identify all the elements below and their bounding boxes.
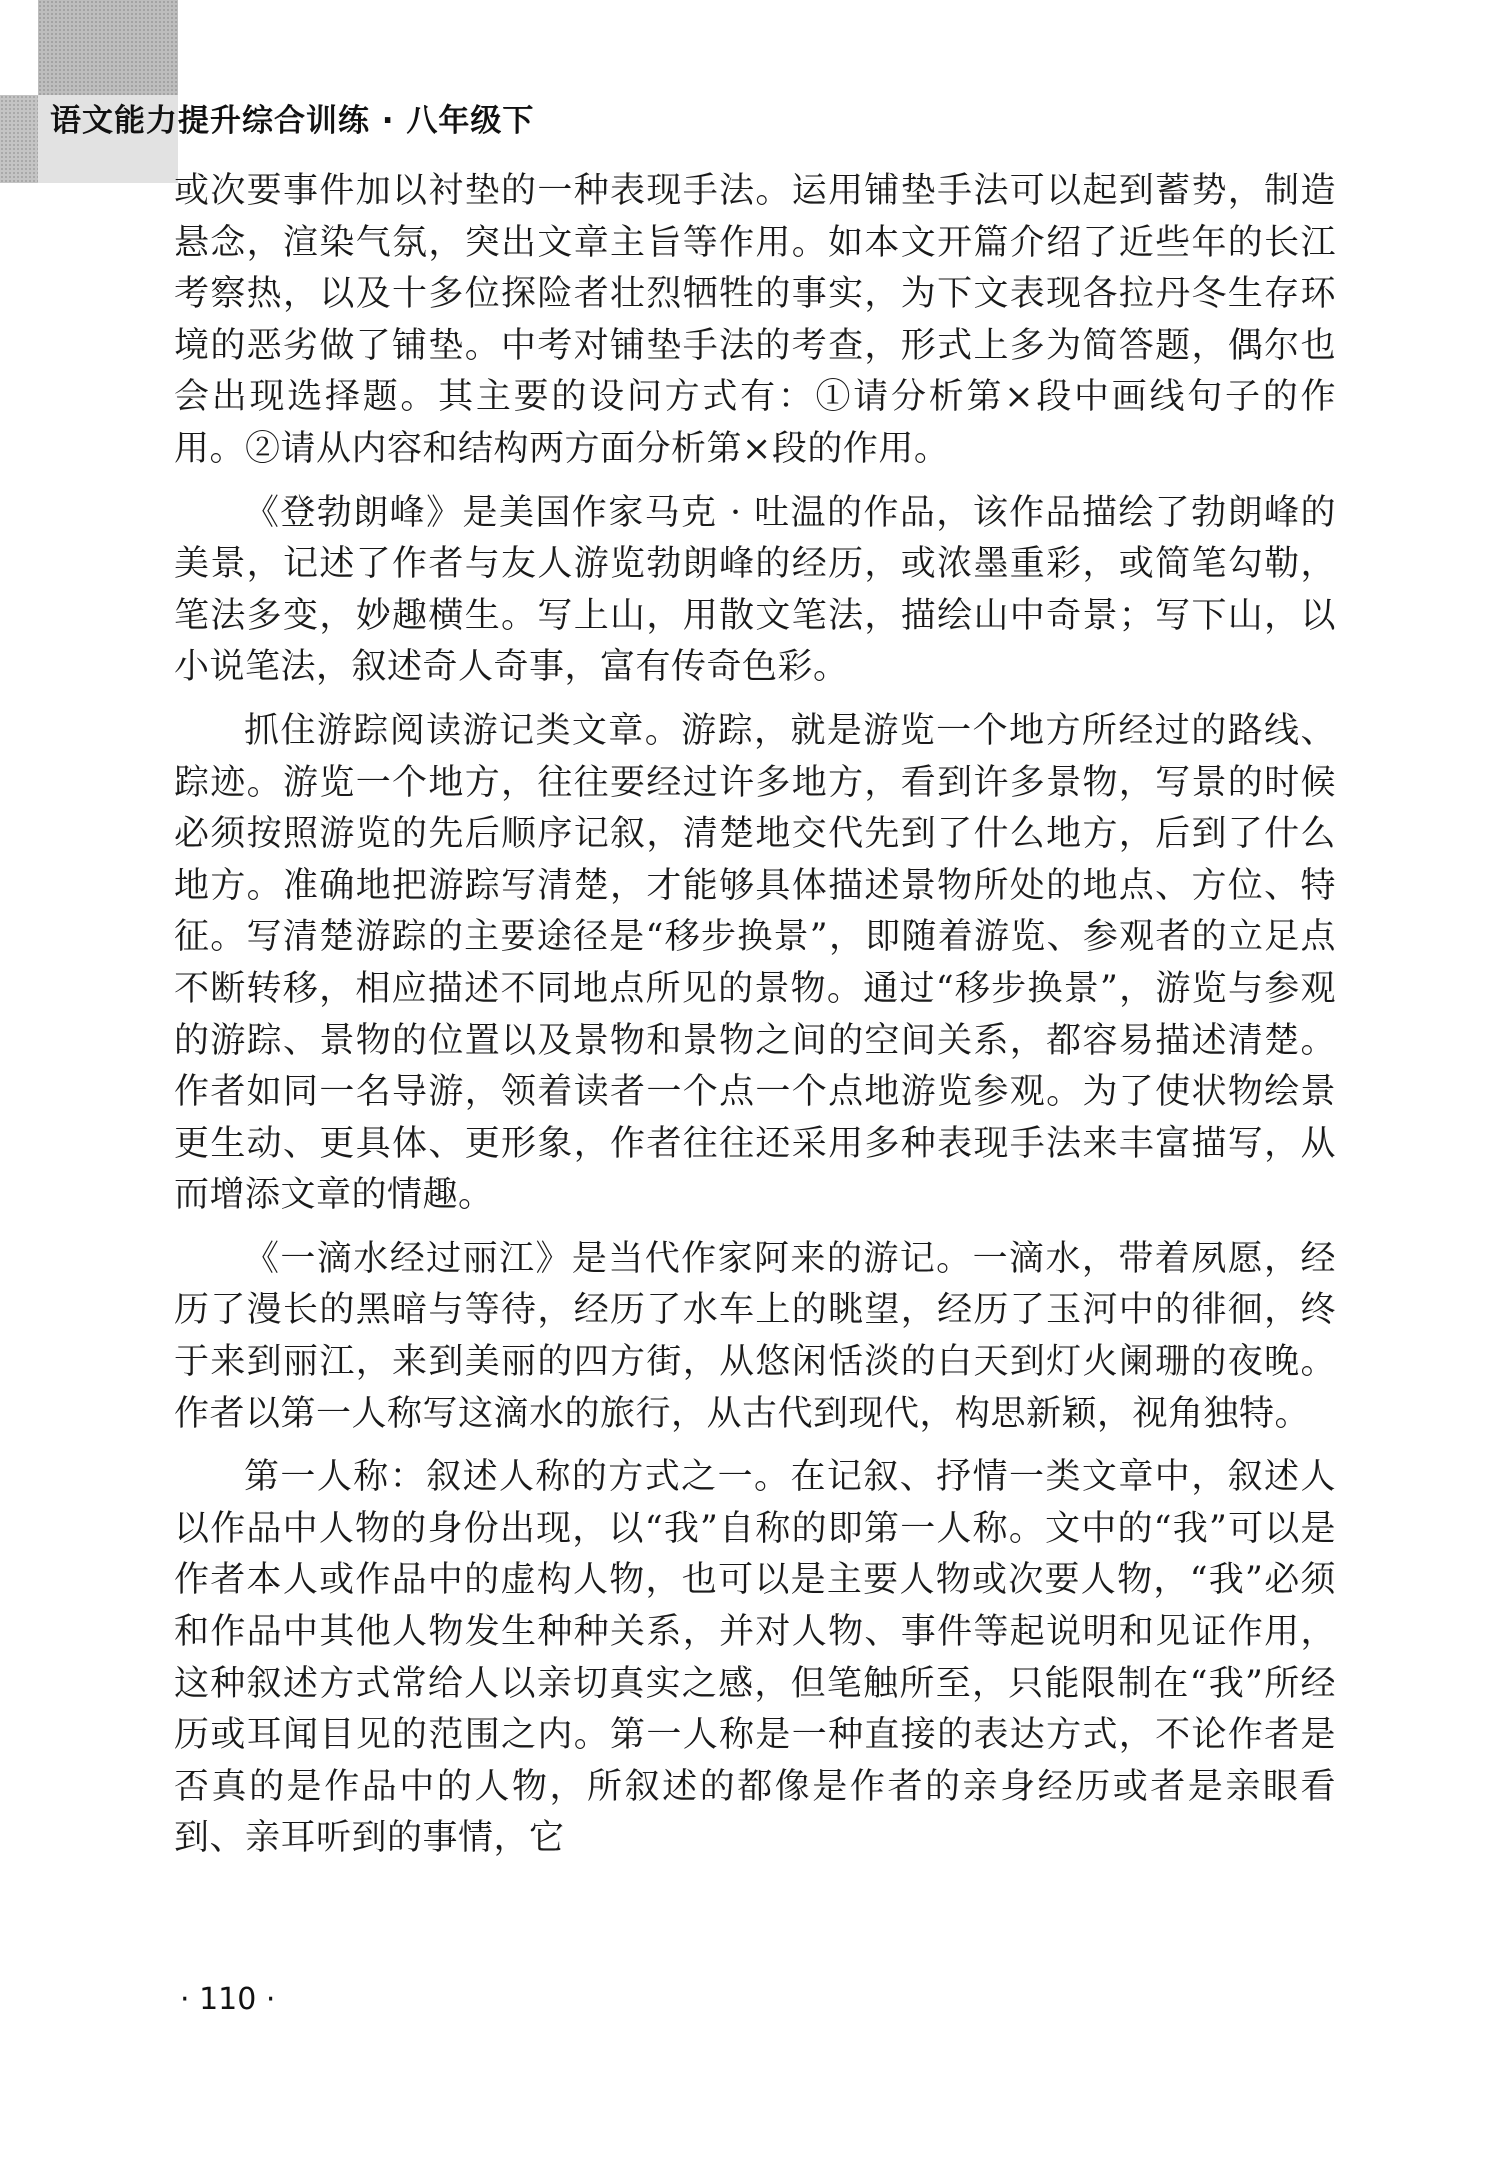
paragraph: 《登勃朗峰》是美国作家马克 · 吐温的作品，该作品描绘了勃朗峰的美景，记述了作者与友人游览勃朗峰的经历，或浓墨重彩，或简笔勾勒，笔法多变，妙趣横生。写上山，用散文笔法，描绘山中奇景；写下山，以小说笔法，叙述奇人奇事，富有传奇色彩。 [174,492,1336,688]
paragraph: 或次要事件加以衬垫的一种表现手法。运用铺垫手法可以起到蓄势，制造悬念，渲染气氛，突出文章主旨等作用。如本文开篇介绍了近些年的长江考察热，以及十多位探险者壮烈牺牲的事实，为下文表现各拉丹冬生存环境的恶劣做了铺垫。中考对铺垫手法的考查，形式上多为简答题，偶尔也会出现选择题。其主要的设问方式有：①请分析第×段中画线句子的作用。②请从内容和结构两方面分析第×段的作用。 [174,171,1336,469]
page-body [174,166,1336,1877]
paragraph: 《一滴水经过丽江》是当代作家阿来的游记。一滴水，带着夙愿，经历了漫长的黑暗与等待，经历了水车上的眺望，经历了玉河中的徘徊，终于来到丽江，来到美丽的四方街，从悠闲恬淡的白天到灯火阑珊的夜晚。作者以第一人称写这滴水的旅行，从古代到现代，构思新颖，视角独特。 [174,1238,1336,1434]
header-decoration-left [0,95,38,183]
header-decoration [38,0,178,95]
running-title: 语文能力提升综合训练 · 八年级下 [50,103,535,139]
paragraph: 第一人称：叙述人称的方式之一。在记叙、抒情一类文章中，叙述人以作品中人物的身份出现，以“我”自称的即第一人称。文中的“我”可以是作者本人或作品中的虚构人物，也可以是主要人物或次要人物，“我”必须和作品中其他人物发生种种关系，并对人物、事件等起说明和见证作用，这种叙述方式常给人以亲切真实之感，但笔触所至，只能限制在“我”所经历或耳闻目见的范围之内。第一人称是一种直接的表达方式，不论作者是否真的是作品中的人物，所叙述的都像是作者的亲身经历或者是亲眼看到、亲耳听到的事情，它 [174,1457,1336,1859]
page-number: · 110 · [180,1982,276,2017]
paragraph: 抓住游踪阅读游记类文章。游踪，就是游览一个地方所经过的路线、踪迹。游览一个地方，往往要经过许多地方，看到许多景物，写景的时候必须按照游览的先后顺序记叙，清楚地交代先到了什么地方，后到了什么地方。准确地把游踪写清楚，才能够具体描述景物所处的地点、方位、特征。写清楚游踪的主要途径是“移步换景”，即随着游览、参观者的立足点不断转移，相应描述不同地点所见的景物。通过“移步换景”，游览与参观的游踪、景物的位置以及景物和景物之间的空间关系，都容易描述清楚。作者如同一名导游，领着读者一个点一个点地游览参观。为了使状物绘景更生动、更具体、更形象，作者往往还采用多种表现手法来丰富描写，从而增添文章的情趣。 [174,710,1336,1216]
